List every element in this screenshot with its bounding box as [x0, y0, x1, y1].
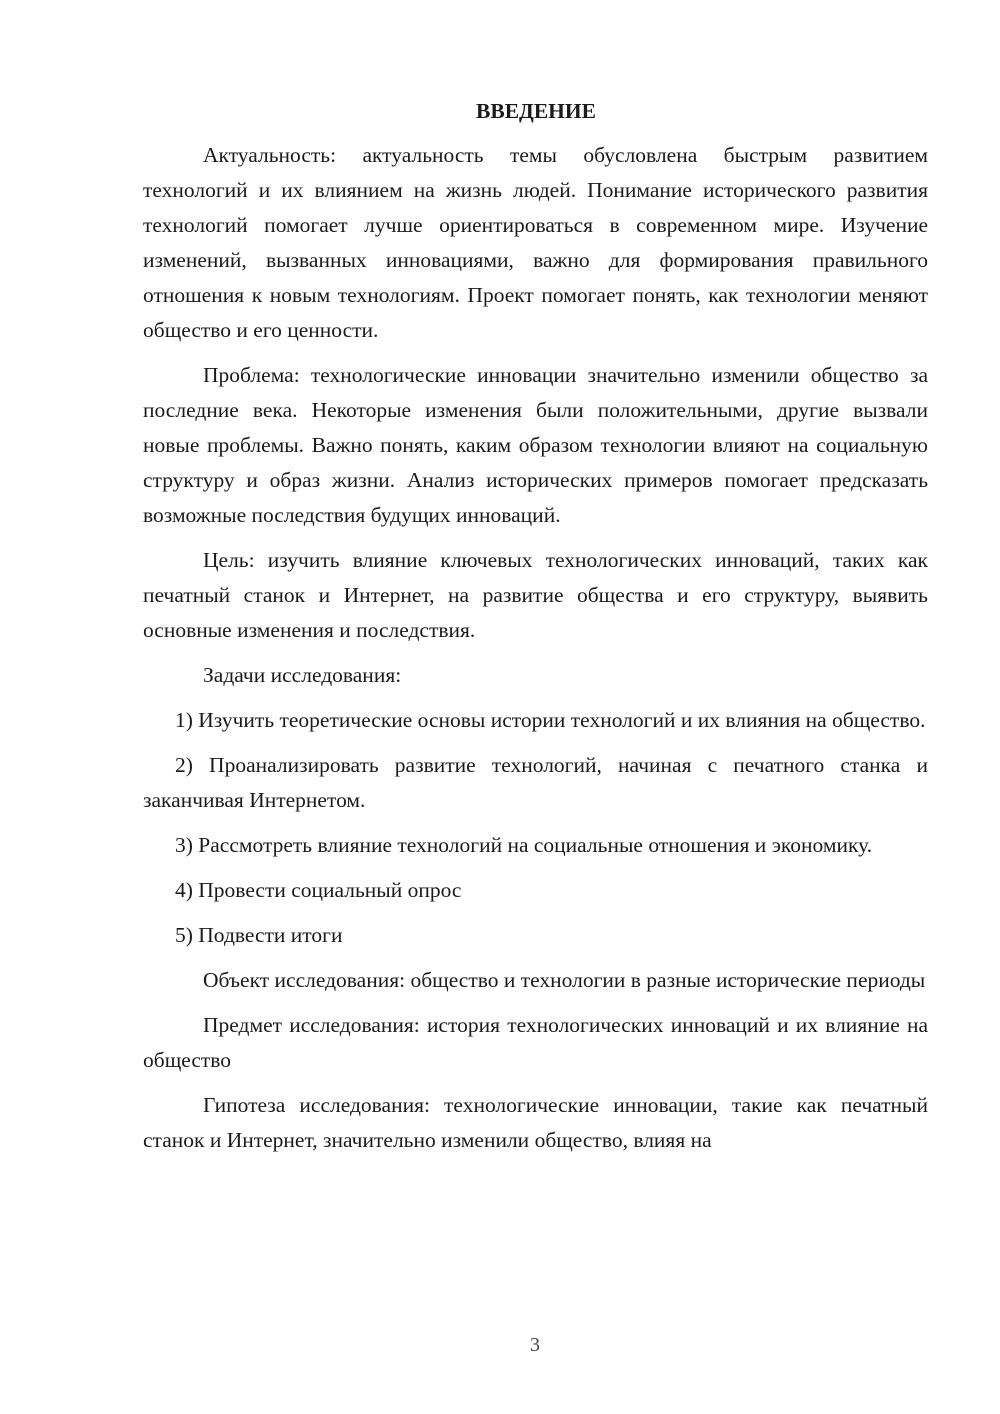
task-item-2: 2) Проанализировать развитие технологий, начиная с печатного станка и заканчивая Интернетом.	[143, 753, 928, 812]
relevance-paragraph: Актуальность: актуальность темы обусловлена быстрым развитием технологий и их влиянием на жизнь людей. Понимание исторического развития технологий помогает лучше ориентироваться в современном мире. Изучение изменений, вызванных инновациями, важно для формирования правильного отношения к новым технологиям. Проект помогает понять, как технологии меняют общество и его ценности.	[143, 143, 928, 342]
task-item-1: 1) Изучить теоретические основы истории технологий и их влияния на общество.	[175, 708, 926, 732]
goal-paragraph: Цель: изучить влияние ключевых технологических инноваций, таких как печатный станок и Интернет, на развитие общества и его структуру, выявить основные изменения и последствия.	[143, 548, 928, 642]
tasks-heading: Задачи исследования:	[203, 663, 402, 687]
object-paragraph: Объект исследования: общество и технологии в разные исторические периоды	[203, 968, 926, 992]
task-item-5: 5) Подвести итоги	[175, 923, 343, 947]
task-item-3: 3) Рассмотреть влияние технологий на социальные отношения и экономику.	[175, 833, 873, 857]
task-item-4: 4) Провести социальный опрос	[175, 878, 462, 902]
page-title: ВВЕДЕНИЕ	[476, 99, 596, 123]
hypothesis-paragraph: Гипотеза исследования: технологические инновации, такие как печатный станок и Интернет, значительно изменили общество, влияя на	[143, 1093, 928, 1152]
page-number: 3	[530, 1334, 540, 1356]
document-page	[143, 94, 928, 1168]
problem-paragraph: Проблема: технологические инновации значительно изменили общество за последние века. Некоторые изменения были положительными, другие вызвали новые проблемы. Важно понять, каким образом технологии влияют на социальную структуру и образ жизни. Анализ исторических примеров помогает предсказать возможные последствия будущих инноваций.	[143, 363, 928, 527]
subject-paragraph: Предмет исследования: история технологических инноваций и их влияние на общество	[143, 1013, 928, 1072]
